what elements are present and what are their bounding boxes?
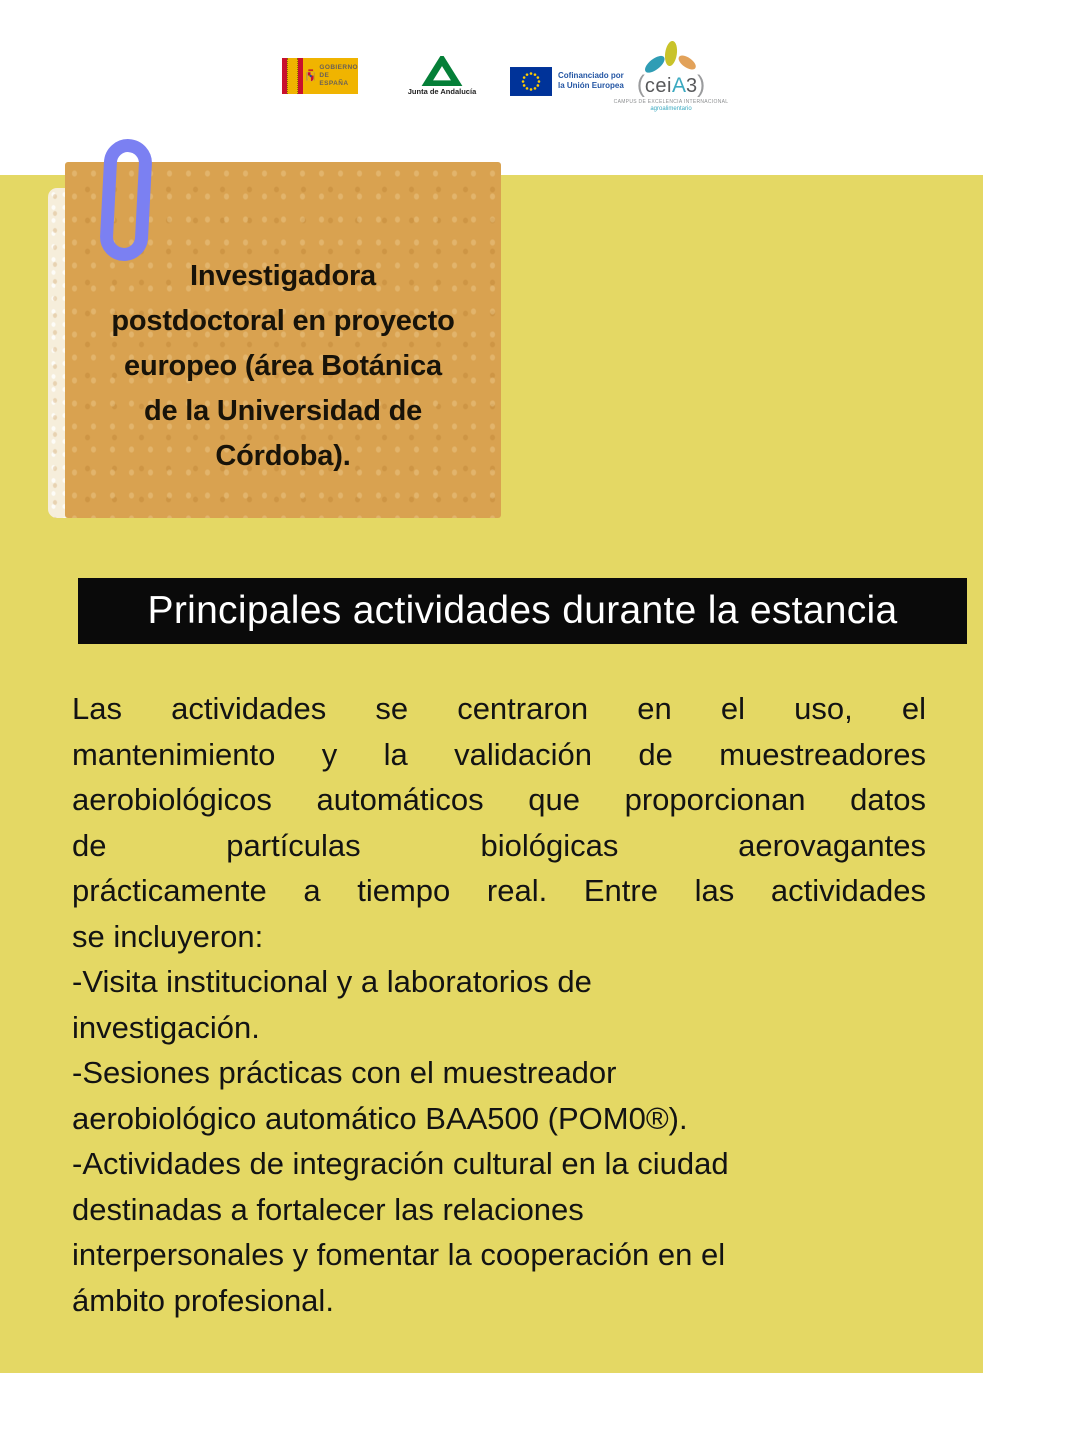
body-text (72, 686, 926, 1323)
note-title-line: europeo (área Botánica (124, 350, 442, 382)
ceia3-leaves-icon (639, 40, 703, 76)
body-line: destinadas a fortalecer las relaciones (72, 1191, 584, 1227)
body-line: interpersonales y fomentar la cooperación en el (72, 1237, 726, 1272)
gobierno-label-line2: DE ESPAÑA (319, 72, 349, 87)
gobierno-label-line1: GOBIERNO (319, 64, 358, 71)
ceia3-caption-bottom: agroalimentario (650, 106, 692, 112)
body-line: prácticamente a tiempo real. Entre las actividades (72, 873, 926, 908)
flag-stripe (287, 58, 298, 94)
ceia3-3: 3 (685, 75, 698, 97)
section-banner (78, 578, 967, 644)
eu-flag-icon (510, 67, 552, 96)
body-line: aerobiológico automático BAA500 (POM0®). (72, 1100, 688, 1136)
note-title (65, 254, 501, 479)
logo-gobierno-espana (282, 58, 358, 94)
note-title-line: postdoctoral en proyecto (111, 305, 455, 337)
flag-stripe (298, 58, 303, 94)
body-line: investigación. (72, 1009, 260, 1045)
body-line: Las actividades se centraron en el uso, el (72, 691, 926, 726)
ceia3-a: A (671, 74, 686, 97)
eu-label (558, 71, 624, 91)
logo-ceia3 (613, 40, 729, 112)
note-title-line: de la Universidad de (143, 395, 423, 427)
body-line: -Visita institucional y a laboratorios de (72, 964, 592, 999)
ceia3-close-paren: ) (697, 71, 706, 98)
body-line: mantenimiento y la validación de muestreadores (72, 736, 926, 772)
body-line: -Sesiones prácticas con el muestreador (72, 1055, 617, 1090)
logo-eu-cofinanciado (510, 66, 624, 96)
paperclip-icon (99, 138, 153, 262)
spain-flag-icon (282, 58, 303, 94)
junta-a-icon (417, 56, 467, 86)
junta-label: Junta de Andalucía (407, 87, 477, 96)
body-line: -Actividades de integración cultural en la ciudad (72, 1146, 729, 1181)
body-line: se incluyeron: (72, 918, 264, 954)
gobierno-label (319, 64, 358, 88)
logo-row (0, 0, 1080, 175)
ceia3-open-paren: ( (636, 71, 645, 98)
eu-label-line1: Cofinanciado por (558, 71, 624, 80)
body-line: aerobiológicos automáticos que proporcionan datos (72, 782, 926, 817)
eu-label-line2: la Unión Europea (558, 81, 624, 90)
ceia3-cei: cei (644, 75, 672, 97)
spain-coat-of-arms-icon (306, 64, 315, 88)
body-line: de partículas biológicas aerovagantes (72, 827, 926, 863)
logo-junta-andalucia (407, 56, 477, 96)
ceia3-caption-top: CAMPUS DE EXCELENCIA INTERNACIONAL (613, 99, 729, 105)
section-title: Principales actividades durante la estancia (147, 589, 898, 632)
ceia3-wordmark (636, 71, 706, 98)
note-title-line: Investigadora (190, 260, 376, 292)
body-line: ámbito profesional. (72, 1282, 334, 1318)
note-title-line: Córdoba). (215, 440, 351, 472)
